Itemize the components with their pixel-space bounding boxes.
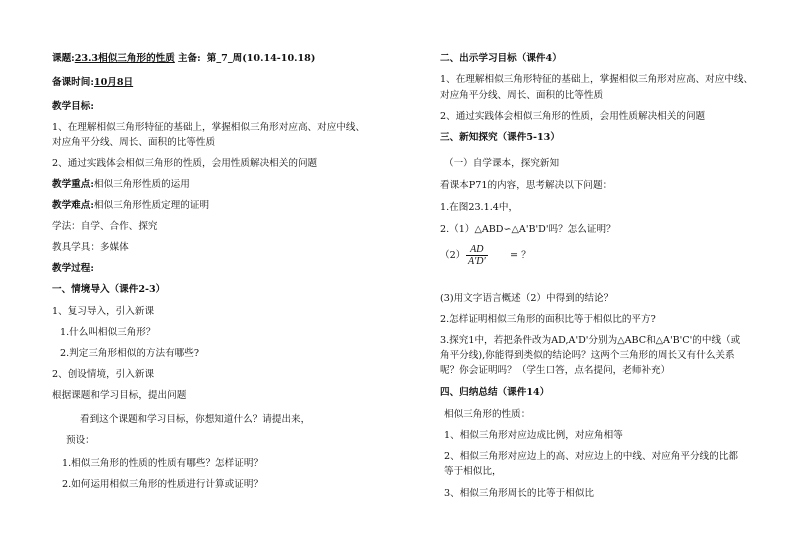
lesson-header xyxy=(52,52,315,65)
question-1-part-1: 2.（1）△ABD∽△A'B'D'吗？怎么证明？ xyxy=(440,224,616,235)
topic-title: 23.3相似三角形的性质 xyxy=(74,53,175,64)
goal-1-line-1: 1、在理解相似三角形特征的基础上，掌握相似三角形对应高、对应中线、 xyxy=(52,122,366,133)
property-1: 1、相似三角形对应边成比例，对应角相等 xyxy=(444,430,623,441)
section-4-title: 四、归纳总结（课件14） xyxy=(440,387,550,398)
process-heading: 教学过程: xyxy=(52,263,94,274)
fraction-numerator: AD xyxy=(470,244,484,255)
property-2-line-2: 等于相似比， xyxy=(444,466,502,477)
question-1: 1.在图23.1.4中， xyxy=(440,202,519,213)
question-3-line-1: 3.探究1中，若把条件改为AD,A'D'分别为△ABC和△A'B'C'的中线（或 xyxy=(440,335,741,346)
reading-task: 看课本P71的内容，思考解决以下问题： xyxy=(440,180,613,191)
properties-heading: 相似三角形的性质： xyxy=(444,409,531,420)
fraction-denominator: A'D' xyxy=(468,256,486,267)
difficulty-point xyxy=(52,199,209,212)
key-label: 教学重点: xyxy=(52,179,94,190)
goal-1-line-2: 对应角平分线、周长、面积的比等性质 xyxy=(52,137,216,148)
prep-time xyxy=(52,76,133,89)
section-3-title: 三、新知探究（课件5-13） xyxy=(440,132,560,143)
difficulty-label: 教学难点: xyxy=(52,200,94,211)
week-info: 第_7_周(10.14-10.18) xyxy=(206,53,316,64)
preset-2: 2.如何运用相似三角形的性质进行计算或证明？ xyxy=(62,479,264,490)
question-2: 2.怎样证明相似三角形的面积比等于相似比的平方? xyxy=(440,314,656,325)
r-goal-2: 2、通过实践体会相似三角形的性质，会用性质解决相关的问题 xyxy=(440,111,706,122)
section-2-title: 二、出示学习目标（课件4） xyxy=(440,53,562,64)
property-2-line-1: 2、相似三角形对应边上的高、对应边上的中线、对应角平分线的比都 xyxy=(444,451,738,462)
prep-label: 备课时间: xyxy=(52,77,94,88)
item-1-question-2: 2.判定三角形相似的方法有哪些? xyxy=(60,348,200,359)
guiding-question: 看到这个课题和学习目标，你想知道什么？请提出来， xyxy=(80,414,311,425)
ratio-fraction xyxy=(466,244,488,267)
preset-1: 1.相似三角形的性质的性质有哪些？怎样证明？ xyxy=(62,458,264,469)
difficulty-text: 相似三角形性质定理的证明 xyxy=(93,200,210,211)
study-method: 学法：自学、合作、探究 xyxy=(52,221,158,232)
host-label: 主备: xyxy=(177,53,201,64)
goal-2: 2、通过实践体会相似三角形的性质，会用性质解决相关的问题 xyxy=(52,158,318,169)
item-2-text: 根据课题和学习目标，提出问题 xyxy=(52,390,187,401)
key-point xyxy=(52,178,190,191)
section-1-title: 一、情境导入（课件2-3） xyxy=(52,284,166,295)
topic-label: 课题: xyxy=(52,53,75,64)
question-1-part-2-suffix: = ？ xyxy=(510,250,531,261)
r-goal-1-line-1: 1、在理解相似三角形特征的基础上，掌握相似三角形对应高、对应中线、 xyxy=(440,74,754,85)
r-goal-1-line-2: 对应角平分线、周长、面积的比等性质 xyxy=(440,90,604,101)
question-1-part-2-prefix: （2） xyxy=(440,250,466,261)
item-1-question-1: 1.什么叫相似三角形？ xyxy=(60,327,156,338)
sub-section-1: （一）自学课本，探究新知 xyxy=(444,158,560,169)
property-3: 3、相似三角形周长的比等于相似比 xyxy=(444,488,595,499)
item-2: 2、创设情境，引入新课 xyxy=(52,369,155,380)
prep-date: 10月8日 xyxy=(93,77,134,88)
goals-heading: 教学目标: xyxy=(52,101,94,112)
question-3-line-2: 角平分线),你能得到类似的结论吗？这两个三角形的周长又有什么关系 xyxy=(440,350,735,361)
teaching-tools: 教具学具：多媒体 xyxy=(52,242,129,253)
question-3-line-3: 呢？你会证明吗？（学生口答，点名提问，老师补充） xyxy=(440,365,671,376)
key-text: 相似三角形性质的运用 xyxy=(93,179,190,190)
preset-label: 预设： xyxy=(66,435,95,446)
question-1-part-3: (3)用文字语言概述（2）中得到的结论？ xyxy=(440,293,614,304)
item-1: 1、复习导入，引入新课 xyxy=(52,306,155,317)
